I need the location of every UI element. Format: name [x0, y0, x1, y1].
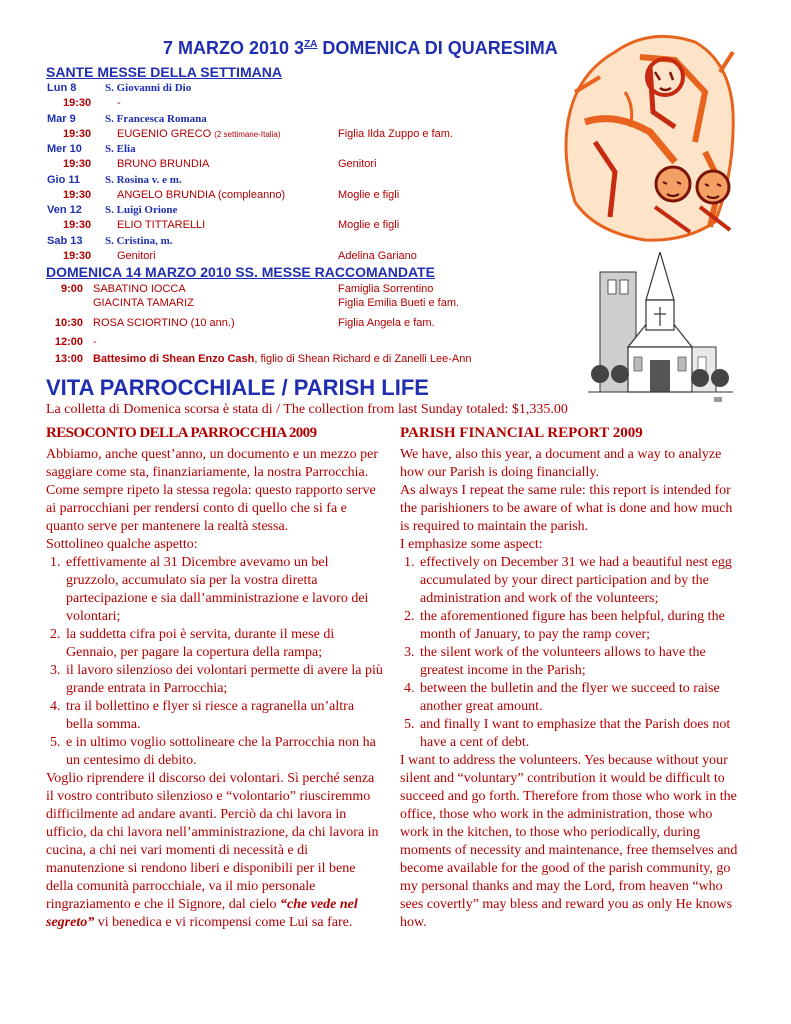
baptism-title: Battesimo di Shean Enzo Cash: [93, 353, 255, 365]
mass-day-row: Lun 8 S. Giovanni di Dio: [47, 82, 192, 94]
english-report-text: We have, also this year, a document and a way to analyze how our Parish is doing financially. As always I repeat the same rule: this report is intended for the parishioners to be aware of what is done and how much is required to maintain the parish. I emphasize some aspect: 1. effectively on December 31 we had a beautiful nest egg accumulated by your direct participation and by the administration and work of the volunteers; 2. the aforementioned figure has been helpful, during the month of January, to pay the ramp cover; 3. the silent work of the volunteers allows to have the greatest income in the Parish; 4. between the bulletin and the flyer we succeed to raise another great amount. 5. and finally I want to emphasize that the Parish does not have a cent of debt. I want to address the volunteers. Yes because without your silent and “voluntary” contribution it would be difficult to succeed and go forth. Therefore from those who work in the office, those who work in the administration, those who work in the kitchen, to those who periodically, during moments of necessity and maintenance, free themselves and become available for the good of the parish community, go my personal thanks and may the Lord, from heaven “who sees covertly” may bless and reward you as only He knows how.: [400, 446, 744, 932]
collection-total: La colletta di Domenica scorsa è stata di / The collection from last Sunday totaled: $1,335.00: [46, 402, 568, 417]
mass-intention-row: 19:30 -: [63, 97, 121, 109]
sunday-masses-header: DOMENICA 14 MARZO 2010 SS. MESSE RACCOMANDATE: [46, 264, 435, 280]
week-masses-list: [0, 82, 560, 267]
jesus-disciples-illustration: [555, 32, 741, 247]
week-masses-header: SANTE MESSE DELLA SETTIMANA: [46, 64, 282, 80]
mass-day-row: Gio 11 S. Rosina v. e m.: [47, 173, 182, 186]
page-title: 7 MARZO 2010 $3^{ZA}$ DOMENICA DI QUARESIMA: [163, 38, 558, 58]
sunday-mass-row: 12:00 -: [54, 336, 97, 348]
mass-day-row: Sab 13 S. Cristina, m.: [47, 234, 173, 247]
mass-intention-row: 19:30 EUGENIO GRECO (2 settimane-Italia) Figlia Ilda Zuppo e fam.: [63, 127, 453, 140]
quote: “che vede nel segreto”: [46, 897, 358, 930]
sunday-mass-row: 9:00 SABATINO IOCCA Famiglia Sorrentino: [60, 283, 434, 295]
parish-life-heading: VITA PARROCCHIALE / PARISH LIFE: [46, 375, 429, 400]
mass-day-row: Mar 9 S. Francesca Romana: [47, 112, 207, 125]
mass-intention-row: 19:30 ELIO TITTARELLI Moglie e figli: [63, 219, 400, 231]
mass-intention-row: 19:30 ANGELO BRUNDIA (compleanno) Moglie e figli: [63, 188, 400, 201]
baptism-row: 13:00 Battesimo di Shean Enzo Cash, figlio di Shean Richard e di Zanelli Lee-Ann: [54, 353, 472, 365]
mass-intention-row: 19:30 Genitori Adelina Gariano: [63, 249, 417, 262]
mass-intention-row: 19:30 BRUNO BRUNDIA Genitori: [63, 158, 377, 170]
english-report-heading: PARISH FINANCIAL REPORT 2009: [400, 425, 643, 441]
sunday-masses-list: [0, 283, 560, 353]
english-points-list: 1. effectively on December 31 we had a beautiful nest egg accumulated by your direct participation and by the administration and work of the volunteers; 2. the aforementioned figure has been helpful, during the month of January, to pay the ramp cover; 3. the silent work of the volunteers allows to have the greatest income in the Parish; 4. between the bulletin and the flyer we succeed to raise another great amount. 5. and finally I want to emphasize that the Parish does not have a cent of debt.: [400, 554, 744, 752]
mass-day-row: Mer 10 S. Elia: [47, 143, 136, 155]
sunday-mass-row: GIACINTA TAMARIZ Figlia Emilia Bueti e fam.: [93, 297, 460, 309]
church-illustration: [588, 252, 733, 407]
italian-report-text: Abbiamo, anche quest’anno, un documento e un mezzo per saggiare come sta, finanziariamente, la nostra Parrocchia. Come sempre ripeto la stessa regola: questo rapporto serve ai parrocchiani per rendersi conto di quello che si fa e quanto serve per mantenere la realtà stessa. Sottolineo qualche aspetto: 1. effettivamente al 31 Dicembre avevamo un bel gruzzolo, accumulato sia per la vostra diretta partecipazione e sia dall’amministrazione e lavoro dei volontari; 2. la suddetta cifra poi è servita, durante il mese di Gennaio, per pagare la copertura della rampa; 3. il lavoro silenzioso dei volontari permette di avere la più grande entrata in Parrocchia; 4. tra il bollettino e flyer si riesce a ragranella un’altra bella somma. 5. e in ultimo voglio sottolineare che la Parrocchia non ha un centesimo di debito. Voglio riprendere il discorso dei volontari. Sì perché senza il vostro contributo silenzioso e “volontario” riusciremmo difficilmente ad andare avanti. Perciò da chi lavora in ufficio, da chi lavora nell’amministrazione, da chi lavora in cucina, a chi nei vari momenti di necessità e di manutenzione si rendono liberi e disponibili per il bene della comunità parrocchiale, va il mio personale ringraziamento e che il Signore, dal cielo “che vede nel segreto” vi benedica e vi ricompensi come Lui sa fare.: [46, 446, 384, 932]
mass-day-row: Ven 12 S. Luigi Orione: [47, 204, 178, 216]
italian-points-list: 1. effettivamente al 31 Dicembre avevamo un bel gruzzolo, accumulato sia per la vostra diretta partecipazione e sia dall’amministrazione e lavoro dei volontari; 2. la suddetta cifra poi è servita, durante il mese di Gennaio, per pagare la copertura della rampa; 3. il lavoro silenzioso dei volontari permette di avere la più grande entrata in Parrocchia; 4. tra il bollettino e flyer si riesce a ragranella un’altra bella somma. 5. e in ultimo voglio sottolineare che la Parrocchia non ha un centesimo di debito.: [46, 554, 384, 770]
italian-report-heading: RESOCONTO DELLA PARROCCHIA 2009: [46, 425, 317, 441]
sunday-mass-row: 10:30 ROSA SCIORTINO (10 ann.) Figlia Angela e fam.: [54, 317, 435, 329]
